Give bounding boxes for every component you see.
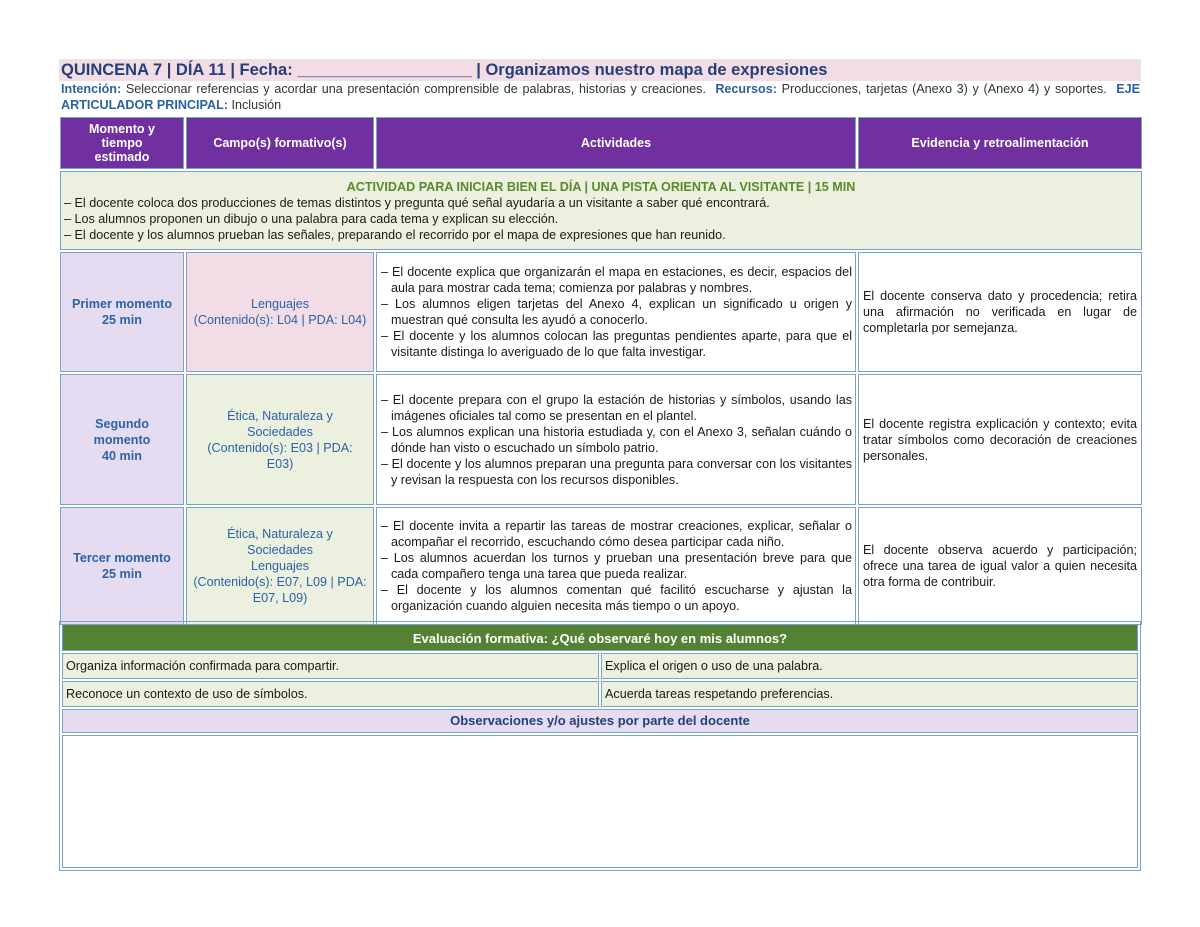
observations-area[interactable] bbox=[62, 735, 1138, 868]
evaluation-item: Explica el origen o uso de una palabra. bbox=[601, 653, 1138, 679]
campo-line: Lenguajes bbox=[250, 559, 310, 573]
recursos-label: Recursos: bbox=[715, 82, 777, 96]
evaluation-item: Organiza información confirmada para compartir. bbox=[62, 653, 599, 679]
activity-item: – Los alumnos eligen tarjetas del Anexo 4, explican un significado u origen y muestran qué consulta les ayudó a conocerlo. bbox=[381, 297, 852, 327]
start-activity-cell bbox=[60, 171, 1142, 250]
moment-time: 25 min bbox=[102, 313, 142, 327]
moment-time: 25 min bbox=[102, 567, 142, 581]
evaluation-row bbox=[62, 653, 1138, 679]
activity-item: – El docente y los alumnos preparan una pregunta para conversar con los visitantes y revisan la respuesta con los recursos disponibles. bbox=[381, 456, 852, 487]
intent-paragraph bbox=[59, 81, 1141, 113]
moment-time: 40 min bbox=[102, 448, 142, 463]
table-row bbox=[60, 507, 1142, 625]
table-header-row bbox=[60, 117, 1142, 169]
table-row bbox=[60, 252, 1142, 372]
evidence-cell: El docente registra explicación y contexto; evita tratar símbolos como decoración de creaciones personales. bbox=[858, 374, 1142, 505]
activities-cell bbox=[376, 252, 856, 372]
activity-item: – El docente invita a repartir las tareas de mostrar creaciones, explicar, señalar o acompañar el recorrido, escuchando cómo desea participar cada niño. bbox=[381, 519, 852, 549]
campo-line: Lenguajes bbox=[250, 297, 310, 311]
moment-cell bbox=[60, 507, 184, 625]
campo-cell bbox=[186, 507, 374, 625]
column-header-evidencia: Evidencia y retroalimentación bbox=[858, 117, 1142, 169]
intencion-text: Seleccionar referencias y acordar una presentación comprensible de palabras, historias y creaciones. bbox=[121, 82, 706, 96]
activity-item: – El docente prepara con el grupo la estación de historias y símbolos, usando las imágenes oficiales tal como se presentan en el plantel. bbox=[381, 392, 852, 423]
activity-item: – Los alumnos explican una historia estudiada y, con el Anexo 3, señalan cuándo o dónde han visto o escuchado un símbolo patrio. bbox=[381, 424, 852, 455]
intencion-label: Intención: bbox=[61, 82, 122, 96]
lesson-plan-page bbox=[59, 59, 1141, 627]
activities-table bbox=[58, 115, 1144, 627]
campo-cell bbox=[186, 252, 374, 372]
campo-line: (Contenido(s): E03 | PDA: E03) bbox=[207, 440, 353, 471]
moment-cell bbox=[60, 374, 184, 505]
column-header-actividades: Actividades bbox=[376, 117, 856, 169]
evidence-cell: El docente conserva dato y procedencia; retira una afirmación no verificada en lugar de completarla por semejanza. bbox=[858, 252, 1142, 372]
campo-line: (Contenido(s): L04 | PDA: L04) bbox=[193, 313, 367, 327]
moment-label: Segundo momento bbox=[93, 416, 151, 447]
start-activity-line: – El docente y los alumnos prueban las señales, preparando el recorrido por el mapa de expresiones que han reunido. bbox=[64, 227, 726, 242]
evaluation-item: Reconoce un contexto de uso de símbolos. bbox=[62, 681, 599, 707]
activities-cell bbox=[376, 507, 856, 625]
campo-line: Ética, Naturaleza y Sociedades bbox=[227, 408, 333, 439]
evaluation-row bbox=[62, 681, 1138, 707]
start-activity-title: ACTIVIDAD PARA INICIAR BIEN EL DÍA | UNA PISTA ORIENTA AL VISITANTE | 15 MIN bbox=[346, 179, 856, 194]
observations-title: Observaciones y/o ajustes por parte del docente bbox=[62, 709, 1138, 733]
page-title: QUINCENA 7 | DÍA 11 | Fecha: ___________________ | Organizamos nuestro mapa de expresiones bbox=[59, 59, 1141, 81]
activity-item: – Los alumnos acuerdan los turnos y prueban una presentación breve para que cada compañero tenga una tarea que pueda realizar. bbox=[381, 551, 852, 581]
moment-cell bbox=[60, 252, 184, 372]
activity-item: – El docente y los alumnos colocan las preguntas pendientes aparte, para que el visitante distinga lo averiguado de lo que falta investigar. bbox=[381, 329, 852, 359]
moment-label: Tercer momento bbox=[73, 551, 171, 565]
evaluation-item: Acuerda tareas respetando preferencias. bbox=[601, 681, 1138, 707]
eje-text: Inclusión bbox=[227, 98, 282, 112]
activities-cell bbox=[376, 374, 856, 505]
start-activity-line: – El docente coloca dos producciones de temas distintos y pregunta qué señal ayudaría a un visitante a saber qué encontrará. bbox=[64, 195, 770, 210]
evaluation-title: Evaluación formativa: ¿Qué observaré hoy en mis alumnos? bbox=[62, 624, 1138, 651]
campo-cell bbox=[186, 374, 374, 505]
column-header-momento: Momento y tiempo estimado bbox=[60, 117, 184, 169]
activity-item: – El docente y los alumnos comentan qué facilitó escucharse y ajustan la organización cuando alguien necesita más tiempo o un apoyo. bbox=[381, 583, 852, 613]
campo-line: (Contenido(s): E07, L09 | PDA: E07, L09) bbox=[193, 575, 367, 605]
table-row bbox=[60, 374, 1142, 505]
start-activity-line: – Los alumnos proponen un dibujo o una palabra para cada tema y explican su elección. bbox=[64, 211, 559, 226]
recursos-text: Producciones, tarjetas (Anexo 3) y (Anexo 4) y soportes. bbox=[776, 82, 1107, 96]
eje-label: EJE ARTICULADOR PRINCIPAL: bbox=[61, 82, 1140, 112]
start-activity-row bbox=[60, 171, 1142, 250]
moment-label: Primer momento bbox=[71, 297, 173, 311]
evidence-cell: El docente observa acuerdo y participación; ofrece una tarea de igual valor a quien necesita otra forma de contribuir. bbox=[858, 507, 1142, 625]
formative-evaluation-section bbox=[59, 621, 1141, 871]
activity-item: – El docente explica que organizarán el mapa en estaciones, es decir, espacios del aula para mostrar cada tema; comienza por palabras y nombres. bbox=[381, 265, 852, 295]
column-header-campo: Campo(s) formativo(s) bbox=[186, 117, 374, 169]
campo-line: Ética, Naturaleza y Sociedades bbox=[227, 527, 333, 557]
